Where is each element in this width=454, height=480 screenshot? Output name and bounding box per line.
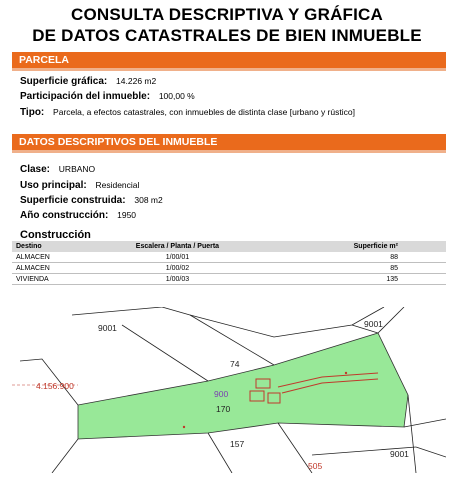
parcel-label-170: 170 [216,404,231,414]
clase-label: Clase: [20,164,51,175]
superficie-construida-value: 308 m2 [134,195,163,205]
table-header-row [12,241,446,252]
cell-superficie: 85 [264,263,446,274]
construccion-title: Construcción [20,229,91,241]
section-title-parcela: PARCELA [19,54,69,66]
cell-destino: ALMACEN [12,252,91,263]
participacion-row [20,91,195,102]
participacion-label: Participación del inmueble: [20,91,151,102]
column-header-ubicacion: Escalera / Planta / Puerta [91,241,264,252]
uso-principal-row [20,180,139,191]
construccion-table [12,241,446,285]
superficie-grafica-value: 14.226 m2 [116,76,157,86]
participacion-value: 100,00 % [158,91,195,101]
parcel-label-900: 900 [214,389,229,399]
cell-ubicacion: 1/00/01 [91,252,264,263]
table-row [12,252,446,263]
page-title-line1: CONSULTA DESCRIPTIVA Y GRÁFICA [70,5,384,24]
section-title-inmueble-bold: INMUEBLE [162,136,218,148]
superficie-construida-row [20,195,163,206]
uso-principal-value: Residencial [95,180,140,190]
cell-destino: VIVIENDA [12,274,91,285]
cell-superficie: 135 [264,274,446,285]
parcel-label-bottom: 505 [308,461,323,471]
cell-ubicacion: 1/00/03 [91,274,264,285]
table-row [12,274,446,285]
cell-destino: ALMACEN [12,263,91,274]
cell-superficie: 88 [264,252,446,263]
section-bar-parcela-underline [12,68,446,71]
clase-value: URBANO [58,164,96,174]
anio-construccion-row [20,210,136,221]
tipo-label: Tipo: [20,107,45,118]
superficie-construida-label: Superficie construida: [20,195,126,206]
parcel-label-9001-top-right: 9001 [364,319,383,329]
parcel-label-9001-bottom-right: 9001 [390,449,409,459]
anio-construccion-label: Año construcción: [20,210,109,221]
column-header-superficie: Superficie m² [264,241,446,252]
parcel-label-9001-top-left: 9001 [98,323,117,333]
tipo-row [20,107,355,118]
table-row [12,263,446,274]
clase-row [20,164,95,175]
coordinate-label: 4.156.900 [36,381,74,391]
tipo-value: Parcela, a efectos catastrales, con inmuebles de distinta clase [urbano y rústico] [53,107,355,117]
column-header-destino: Destino [12,241,91,252]
superficie-grafica-label: Superficie gráfica: [20,76,108,87]
superficie-grafica-row [20,76,156,87]
cadastral-map [12,307,446,473]
section-bar-parcela [12,52,446,68]
section-title-inmueble-prefix: DATOS DESCRIPTIVOS DEL [19,136,160,148]
parcel-label-74: 74 [230,359,240,369]
parcel-marker [183,426,185,428]
cell-ubicacion: 1/00/02 [91,263,264,274]
parcel-marker [345,372,347,374]
section-bar-inmueble-underline [12,150,446,153]
uso-principal-label: Uso principal: [20,180,87,191]
section-bar-inmueble [12,134,446,150]
page-title-line2: DE DATOS CATASTRALES DE BIEN INMUEBLE [32,26,422,45]
parcel-label-157: 157 [230,439,245,449]
anio-construccion-value: 1950 [117,210,137,220]
